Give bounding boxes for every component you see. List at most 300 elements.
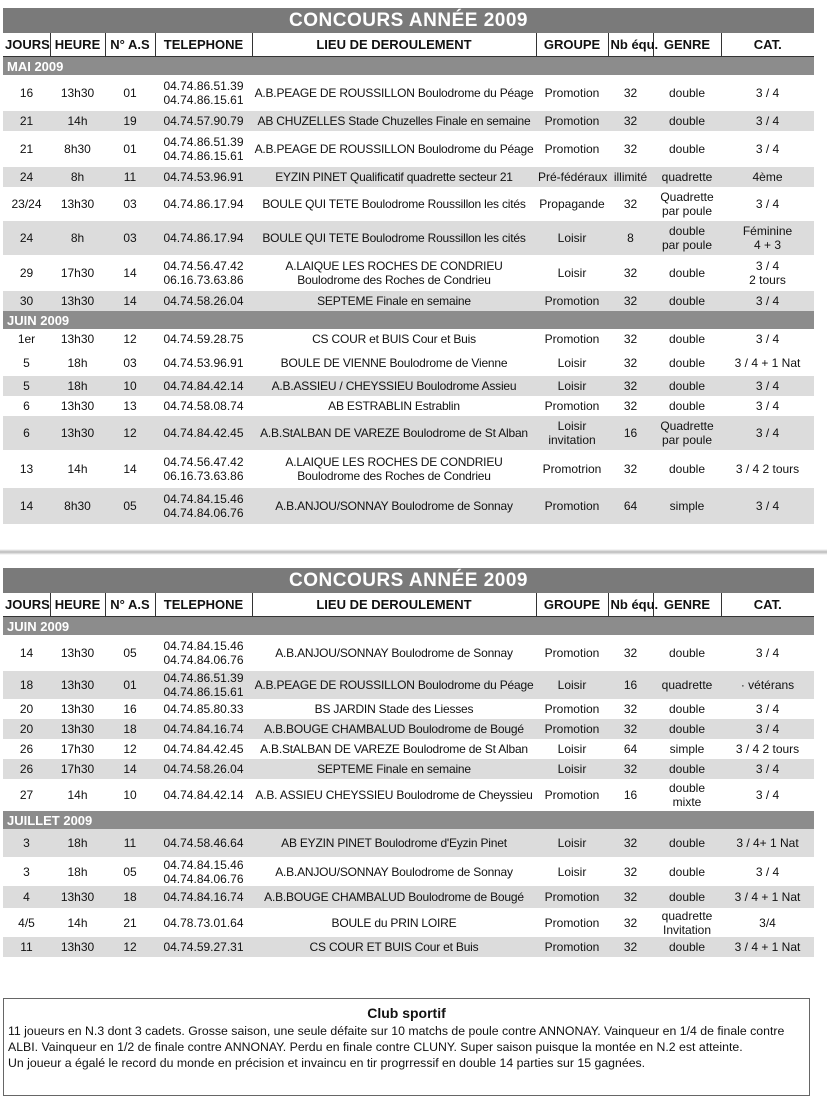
telephone-cell: [155, 396, 252, 416]
heure-cell: 17h30: [50, 759, 105, 779]
groupe-cell-line: Promotion: [544, 788, 600, 802]
categorie-cell: [721, 349, 814, 376]
categorie-cell-line: 2 tours: [749, 273, 786, 287]
genre-cell: [653, 886, 721, 908]
genre-cell-line: par poule: [661, 204, 713, 218]
genre-cell-line: double: [668, 781, 706, 795]
categorie-cell-line: 3 / 4: [755, 788, 780, 802]
nb-equipes-cell: 16: [623, 788, 638, 802]
genre-cell: [653, 416, 721, 450]
telephone-cell-line: 04.74.84.16.74: [163, 722, 244, 736]
groupe-cell-line: Promotion: [544, 294, 600, 308]
jours-cell: 21: [3, 111, 50, 131]
lieu-cell: [252, 829, 536, 857]
groupe-cell-line: Promotion: [544, 722, 600, 736]
genre-cell-line: Quadrette: [660, 190, 714, 204]
categorie-cell: [721, 886, 814, 908]
as-number-cell: 05: [105, 488, 155, 524]
month-label: JUIN 2009: [3, 311, 814, 329]
genre-cell-line: double: [668, 836, 706, 850]
nb-equipes-cell: 32: [623, 646, 638, 660]
nb-equipes-cell: 32: [623, 915, 638, 930]
categorie-cell-line: 3 / 4: [755, 399, 780, 413]
telephone-cell-line: 04.74.84.06.76: [163, 506, 244, 520]
telephone-cell: [155, 699, 252, 719]
heure-cell: 13h30: [50, 291, 105, 311]
jours-cell: 30: [3, 291, 50, 311]
heure-cell: 13h30: [60, 702, 95, 716]
categorie-cell-line: 3 / 4: [755, 294, 780, 308]
telephone-cell: [155, 75, 252, 111]
groupe-cell-line: Promotion: [544, 86, 600, 100]
month-label: JUILLET 2009: [3, 811, 814, 829]
as-number-cell: 03: [123, 197, 137, 211]
nb-equipes-cell: 32: [623, 332, 638, 346]
genre-cell: [653, 396, 721, 416]
genre-cell: [653, 376, 721, 396]
telephone-cell-line: 06.16.73.63.86: [163, 469, 244, 483]
as-number-cell: 16: [123, 702, 137, 716]
categorie-cell: [721, 396, 814, 416]
lieu-cell-line: BOULE QUI TETE Boulodrome Roussillon les cités: [262, 231, 526, 245]
genre-cell-line: double: [668, 702, 706, 716]
lieu-cell: [252, 255, 536, 291]
genre-cell-line: double: [668, 332, 706, 346]
table-row: [3, 829, 814, 857]
telephone-cell: [155, 187, 252, 221]
as-number-cell: 10: [105, 376, 155, 396]
telephone-cell-line: 04.74.53.96.91: [163, 355, 244, 370]
jours-cell: 3: [23, 864, 30, 879]
as-number-cell: 11: [105, 167, 155, 187]
telephone-cell: [155, 376, 252, 396]
as-number-cell: 19: [105, 111, 155, 131]
telephone-cell: [155, 167, 252, 187]
telephone-cell-line: 04.74.84.15.46: [163, 639, 244, 653]
categorie-cell: [721, 739, 814, 759]
nb-equipes-cell: 32: [623, 702, 638, 716]
telephone-cell-line: 04.74.84.06.76: [163, 871, 244, 886]
schedule-block-1: [3, 8, 814, 524]
groupe-cell-line: Promotion: [544, 114, 600, 128]
column-header: JOURS: [3, 593, 50, 617]
telephone-cell-line: 04.74.84.42.45: [163, 742, 244, 756]
categorie-cell: [721, 937, 814, 957]
table-row: [3, 908, 814, 937]
lieu-cell: [252, 396, 536, 416]
telephone-cell: [155, 829, 252, 857]
genre-cell: [653, 187, 721, 221]
genre-cell: [653, 329, 721, 349]
groupe-cell: [536, 937, 608, 957]
groupe-cell-line: Loisir: [557, 742, 587, 756]
schedule-table-1: [3, 33, 814, 524]
groupe-cell: [536, 396, 608, 416]
column-header: HEURE: [50, 593, 105, 617]
telephone-cell: [155, 450, 252, 488]
nb-equipes-cell: 64: [623, 742, 638, 756]
categorie-cell-line: 3 / 4: [755, 646, 780, 660]
telephone-cell: [155, 349, 252, 376]
telephone-cell: [155, 329, 252, 349]
genre-cell-line: par poule: [661, 238, 713, 252]
jours-cell: 26: [19, 742, 34, 756]
categorie-cell: [721, 376, 814, 396]
jours-cell: 16: [19, 86, 34, 100]
as-number-cell: 10: [123, 788, 137, 802]
telephone-cell-line: 04.74.58.26.04: [163, 294, 244, 308]
lieu-cell: [252, 699, 536, 719]
categorie-cell: [721, 416, 814, 450]
lieu-cell-line: A.B. ASSIEU CHEYSSIEU Boulodrome de Cheyssieu: [255, 788, 533, 802]
jours-cell: 14: [3, 488, 50, 524]
categorie-cell-line: · vétérans: [740, 678, 795, 692]
schedule-block-2: [3, 568, 814, 957]
table-row: [3, 937, 814, 957]
heure-cell: 13h30: [60, 86, 95, 100]
lieu-cell-line: A.B.PEAGE DE ROUSSILLON Boulodrome du Péage: [254, 86, 534, 100]
genre-cell: [653, 111, 721, 131]
lieu-cell-line: BOULE QUI TETE Boulodrome Roussillon les cités: [262, 197, 526, 211]
column-header: Nb équ.: [608, 593, 653, 617]
lieu-cell-line: A.B.ASSIEU / CHEYSSIEU Boulodrome Assieu: [271, 379, 517, 393]
genre-cell-line: double: [668, 114, 706, 128]
telephone-cell: [155, 908, 252, 937]
categorie-cell-line: 3 / 4: [755, 426, 780, 440]
groupe-cell-line: Propagande: [539, 197, 605, 211]
categorie-cell-line: 3 / 4: [755, 142, 780, 156]
categorie-cell-line: 3 / 4: [755, 197, 780, 211]
categorie-cell-line: 3/4: [759, 915, 776, 930]
lieu-cell: [252, 488, 536, 524]
telephone-cell: [155, 111, 252, 131]
month-header-row: [3, 57, 814, 76]
nb-equipes-cell: 32: [623, 355, 638, 370]
lieu-cell: [252, 759, 536, 779]
jours-cell: 18: [3, 671, 50, 699]
categorie-cell: [721, 635, 814, 671]
nb-equipes-cell: 16: [608, 671, 653, 699]
telephone-cell-line: 04.74.86.15.61: [163, 685, 244, 699]
groupe-cell: [536, 671, 608, 699]
lieu-cell-line: A.LAIQUE LES ROCHES DE CONDRIEU: [285, 455, 503, 469]
groupe-cell: [536, 167, 608, 187]
schedule-title: CONCOURS ANNÉE 2009: [3, 8, 814, 33]
categorie-cell: [721, 829, 814, 857]
groupe-cell-line: Loisir: [557, 355, 587, 370]
categorie-cell: [721, 131, 814, 167]
jours-cell: 5: [23, 355, 30, 370]
table-row: [3, 671, 814, 699]
jours-cell: 24: [3, 221, 50, 255]
groupe-cell: [536, 779, 608, 811]
telephone-cell: [155, 488, 252, 524]
jours-cell: 5: [3, 376, 50, 396]
telephone-cell-line: 04.74.84.15.46: [163, 857, 244, 872]
telephone-cell-line: 04.74.56.47.42: [163, 455, 244, 469]
column-header: GENRE: [653, 33, 721, 57]
jours-cell: 23/24: [11, 197, 42, 211]
groupe-cell-line: Loisir: [557, 836, 587, 850]
as-number-cell: 01: [123, 86, 137, 100]
genre-cell-line: double: [668, 86, 706, 100]
groupe-cell-line: Loisir: [557, 379, 587, 393]
genre-cell-line: double: [668, 762, 706, 776]
nb-equipes-cell: 32: [608, 291, 653, 311]
groupe-cell: [536, 329, 608, 349]
table-row: [3, 635, 814, 671]
genre-cell: [653, 937, 721, 957]
table-row: [3, 488, 814, 524]
column-header: CAT.: [721, 593, 814, 617]
table-row: [3, 349, 814, 376]
genre-cell-line: mixte: [672, 795, 702, 809]
as-number-cell: 18: [105, 719, 155, 739]
table-row: [3, 75, 814, 111]
groupe-cell-line: Promotion: [544, 702, 600, 716]
telephone-cell-line: 04.74.84.06.76: [163, 653, 244, 667]
categorie-cell-line: 3 / 4+ 1 Nat: [736, 836, 799, 850]
nb-equipes-cell: 64: [608, 488, 653, 524]
groupe-cell: [536, 349, 608, 376]
categorie-cell: [721, 759, 814, 779]
heure-cell: 8h: [50, 167, 105, 187]
categorie-cell-line: 3 / 4: [755, 259, 780, 273]
genre-cell-line: double: [668, 355, 706, 370]
categorie-cell: [721, 450, 814, 488]
categorie-cell-line: 3 / 4: [755, 379, 780, 393]
jours-cell: 1er: [17, 332, 36, 346]
groupe-cell: [536, 488, 608, 524]
table-row: [3, 376, 814, 396]
categorie-cell: [721, 908, 814, 937]
nb-equipes-cell: 32: [608, 937, 653, 957]
categorie-cell: [721, 719, 814, 739]
as-number-cell: 01: [123, 142, 137, 156]
note-title: Club sportif: [367, 1005, 446, 1021]
column-header: GROUPE: [536, 593, 608, 617]
telephone-cell-line: 04.74.84.42.14: [163, 788, 244, 802]
groupe-cell: [536, 255, 608, 291]
categorie-cell: [721, 329, 814, 349]
heure-cell: 18h: [67, 864, 88, 879]
telephone-cell-line: 06.16.73.63.86: [163, 273, 244, 287]
lieu-cell-line: CS COUR ET BUIS Cour et Buis: [309, 940, 479, 954]
lieu-cell: [252, 167, 536, 187]
categorie-cell: [721, 291, 814, 311]
groupe-cell-line: Promotion: [544, 499, 600, 513]
lieu-cell-line: Boulodrome des Roches de Condrieu: [297, 469, 491, 483]
table-row: [3, 221, 814, 255]
categorie-cell-line: 4 + 3: [753, 238, 782, 252]
lieu-cell: [252, 857, 536, 886]
genre-cell-line: double: [668, 224, 706, 238]
telephone-cell-line: 04.74.53.96.91: [163, 170, 244, 184]
groupe-cell: [536, 739, 608, 759]
jours-cell: 24: [3, 167, 50, 187]
categorie-cell: [721, 488, 814, 524]
table-row: [3, 329, 814, 349]
jours-cell: 6: [23, 399, 30, 413]
heure-cell: 8h30: [50, 488, 105, 524]
lieu-cell-line: A.B.PEAGE DE ROUSSILLON Boulodrome du Péage: [254, 142, 534, 156]
genre-cell: [653, 221, 721, 255]
jours-cell: 14: [19, 646, 34, 660]
genre-cell: [653, 699, 721, 719]
groupe-cell-line: Loisir: [557, 762, 587, 776]
groupe-cell: [536, 416, 608, 450]
genre-cell: [653, 829, 721, 857]
groupe-cell: [536, 886, 608, 908]
lieu-cell: [252, 908, 536, 937]
table-row: [3, 396, 814, 416]
as-number-cell: 14: [105, 291, 155, 311]
table-row: [3, 779, 814, 811]
lieu-cell: [252, 937, 536, 957]
categorie-cell: [721, 671, 814, 699]
groupe-cell-line: invitation: [548, 433, 596, 447]
genre-cell-line: double: [668, 646, 706, 660]
telephone-cell-line: 04.74.58.08.74: [163, 399, 244, 413]
telephone-cell-line: 04.74.59.28.75: [163, 332, 244, 346]
lieu-cell: [252, 671, 536, 699]
column-header: N° A.S: [105, 593, 155, 617]
schedule-title: CONCOURS ANNÉE 2009: [3, 568, 814, 593]
telephone-cell: [155, 719, 252, 739]
telephone-cell: [155, 131, 252, 167]
genre-cell: [653, 349, 721, 376]
genre-cell: [653, 167, 721, 187]
genre-cell-line: double: [668, 462, 706, 476]
as-number-cell: 12: [123, 742, 137, 756]
lieu-cell: [252, 635, 536, 671]
telephone-cell-line: 04.74.58.26.04: [163, 762, 244, 776]
heure-cell: 13h30: [50, 416, 105, 450]
heure-cell: 13h30: [60, 399, 95, 413]
as-number-cell: 21: [123, 915, 137, 930]
groupe-cell-line: Pré-fédéraux: [538, 170, 608, 184]
nb-equipes-cell: 32: [608, 829, 653, 857]
nb-equipes-cell: 32: [623, 864, 638, 879]
telephone-cell: [155, 635, 252, 671]
heure-cell: 18h: [50, 376, 105, 396]
table-row: [3, 187, 814, 221]
as-number-cell: 14: [123, 462, 137, 476]
note-paragraph-2: Un joueur a égalé le record du monde en précision et invaincu en tir progrressif en double 14 parties sur 15 gagnées.: [8, 1056, 646, 1070]
genre-cell: [653, 635, 721, 671]
genre-cell-line: quadrette: [661, 908, 713, 923]
heure-cell: 17h30: [60, 742, 95, 756]
genre-cell: [653, 291, 721, 311]
genre-cell: [653, 857, 721, 886]
telephone-cell-line: 04.74.86.51.39: [163, 671, 244, 685]
jours-cell: 20: [19, 702, 34, 716]
lieu-cell: [252, 450, 536, 488]
genre-cell-line: par poule: [661, 433, 713, 447]
lieu-cell: [252, 187, 536, 221]
lieu-cell: [252, 376, 536, 396]
column-header: HEURE: [50, 33, 105, 57]
telephone-cell-line: 04.74.57.90.79: [163, 114, 244, 128]
column-header: TELEPHONE: [155, 593, 252, 617]
column-header: GROUPE: [536, 33, 608, 57]
groupe-cell: [536, 291, 608, 311]
jours-cell: 6: [3, 416, 50, 450]
telephone-cell-line: 04.74.84.16.74: [163, 890, 244, 904]
month-header-row: [3, 811, 814, 829]
lieu-cell: [252, 111, 536, 131]
genre-cell: [653, 488, 721, 524]
lieu-cell: [252, 221, 536, 255]
heure-cell: 8h: [50, 221, 105, 255]
column-header: Nb équ.: [608, 33, 653, 57]
genre-cell-line: double: [668, 864, 706, 879]
genre-cell: [653, 759, 721, 779]
genre-cell-line: double: [668, 266, 706, 280]
genre-cell-line: quadrette: [661, 170, 713, 184]
categorie-cell-line: 3 / 4 + 1 Nat: [734, 940, 801, 954]
groupe-cell-line: Promotion: [544, 646, 600, 660]
as-number-cell: 14: [105, 759, 155, 779]
nb-equipes-cell: 32: [608, 376, 653, 396]
as-number-cell: 01: [105, 671, 155, 699]
lieu-cell-line: AB EYZIN PINET Boulodrome d'Eyzin Pinet: [281, 836, 507, 850]
as-number-cell: 11: [105, 829, 155, 857]
groupe-cell: [536, 376, 608, 396]
column-header: GENRE: [653, 593, 721, 617]
categorie-cell-line: 3 / 4: [755, 86, 780, 100]
telephone-cell-line: 04.74.84.42.45: [163, 426, 244, 440]
categorie-cell: [721, 779, 814, 811]
as-number-cell: 03: [123, 355, 137, 370]
as-number-cell: 05: [123, 646, 137, 660]
lieu-cell: [252, 75, 536, 111]
genre-cell-line: Invitation: [662, 922, 712, 937]
nb-equipes-cell: 32: [623, 399, 638, 413]
groupe-cell: [536, 719, 608, 739]
jours-cell: 4: [3, 886, 50, 908]
heure-cell: 18h: [50, 829, 105, 857]
nb-equipes-cell: 8: [608, 221, 653, 255]
genre-cell-line: simple: [669, 499, 705, 513]
genre-cell: [653, 255, 721, 291]
lieu-cell-line: AB CHUZELLES Stade Chuzelles Finale en semaine: [257, 114, 531, 128]
groupe-cell: [536, 221, 608, 255]
genre-cell-line: simple: [669, 742, 705, 756]
lieu-cell: [252, 886, 536, 908]
groupe-cell-line: Loisir: [557, 266, 587, 280]
groupe-cell: [536, 857, 608, 886]
categorie-cell-line: 3 / 4 + 1 Nat: [734, 890, 801, 904]
categorie-cell-line: Féminine: [742, 224, 793, 238]
groupe-cell: [536, 450, 608, 488]
categorie-cell: [721, 699, 814, 719]
lieu-cell-line: A.B.StALBAN DE VAREZE Boulodrome de St Alban: [260, 426, 528, 440]
lieu-cell-line: A.B.BOUGE CHAMBALUD Boulodrome de Bougé: [264, 722, 524, 736]
lieu-cell-line: A.B.ANJOU/SONNAY Boulodrome de Sonnay: [275, 499, 513, 513]
jours-cell: 20: [3, 719, 50, 739]
categorie-cell-line: 3 / 4: [755, 722, 780, 736]
lieu-cell: [252, 779, 536, 811]
table-row: [3, 719, 814, 739]
telephone-cell: [155, 221, 252, 255]
telephone-cell-line: 04.74.86.17.94: [163, 197, 244, 211]
table-row: [3, 450, 814, 488]
lieu-cell-line: AB ESTRABLIN Estrablin: [328, 399, 460, 413]
nb-equipes-cell: illimité: [608, 167, 653, 187]
groupe-cell: [536, 908, 608, 937]
groupe-cell-line: Loisir: [557, 678, 587, 692]
